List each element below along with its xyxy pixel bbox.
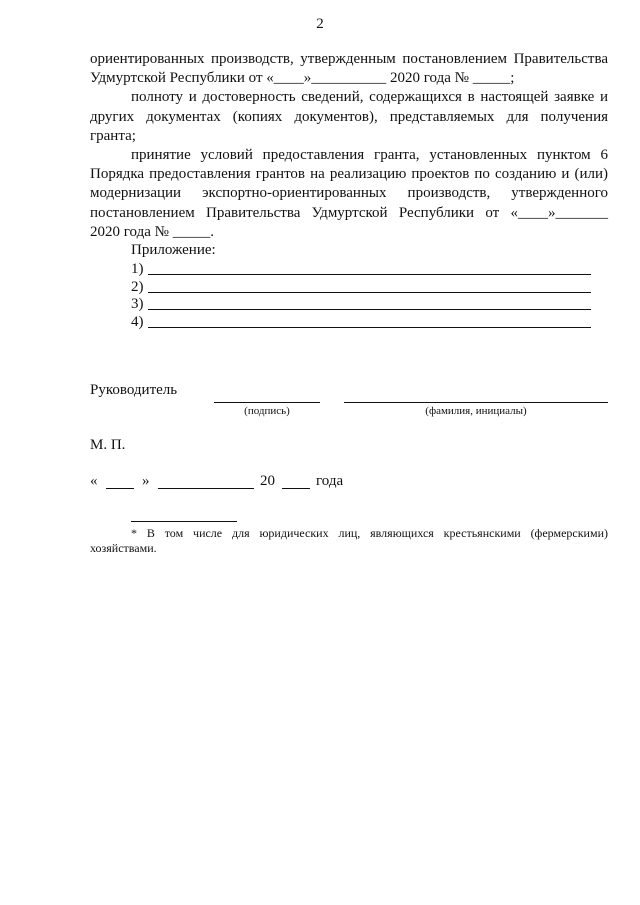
signature-blank (214, 402, 320, 403)
footnote-line: хозяйствами. (90, 541, 157, 555)
attachment-row (131, 295, 591, 314)
body-line: постановлением Правительства Удмуртской Республики от «____»_______ (90, 204, 608, 221)
attachments-title: Приложение: (131, 242, 216, 258)
year-suffix: года (316, 473, 344, 489)
attachment-blank (148, 309, 591, 310)
footnote-separator (131, 521, 237, 522)
attachment-number: 4) (131, 313, 144, 330)
attachment-number: 1) (131, 261, 144, 277)
body-line: Удмуртской Республики от «____»__________ 2020 года № _____; (90, 70, 515, 87)
day-blank (106, 488, 134, 489)
attachment-blank (148, 327, 591, 328)
attachment-blank (148, 274, 591, 275)
body-line: полноту и достоверность сведений, содержащихся в настоящей заявке и (131, 89, 608, 106)
date-close-quote: » (142, 473, 150, 489)
attachment-row (131, 260, 591, 279)
year-prefix: 20 (260, 473, 275, 489)
stamp-place-label: М. П. (90, 437, 126, 453)
signature-caption: (подпись) (244, 405, 290, 417)
date-open-quote: « (90, 473, 98, 489)
attachment-number: 2) (131, 278, 144, 295)
year-blank (282, 488, 310, 489)
body-line: 2020 года № _____. (90, 223, 214, 240)
month-blank (158, 488, 254, 489)
footnote-line: * В том числе для юридических лиц, являющихся крестьянскими (фермерскими) (131, 526, 608, 540)
attachment-blank (148, 292, 591, 293)
attachment-row (131, 278, 591, 297)
body-line: модернизации экспортно-ориентированных производств, утвержденного (90, 185, 608, 202)
attachment-row (131, 313, 591, 332)
body-line: гранта; (90, 127, 136, 144)
signatory-label: Руководитель (90, 382, 178, 398)
body-line: ориентированных производств, утвержденным постановлением Правительства (90, 51, 608, 67)
body-line: Порядка предоставления грантов на реализацию проектов по созданию и (или) (90, 166, 608, 183)
body-line: других документах (копиях документов), представляемых для получения (90, 108, 608, 125)
body-line: принятие условий предоставления гранта, установленных пунктом 6 (131, 147, 608, 163)
name-caption: (фамилия, инициалы) (425, 405, 527, 417)
date-row (90, 473, 390, 493)
page-number: 2 (316, 16, 324, 32)
name-blank (344, 402, 608, 403)
attachment-number: 3) (131, 296, 144, 312)
